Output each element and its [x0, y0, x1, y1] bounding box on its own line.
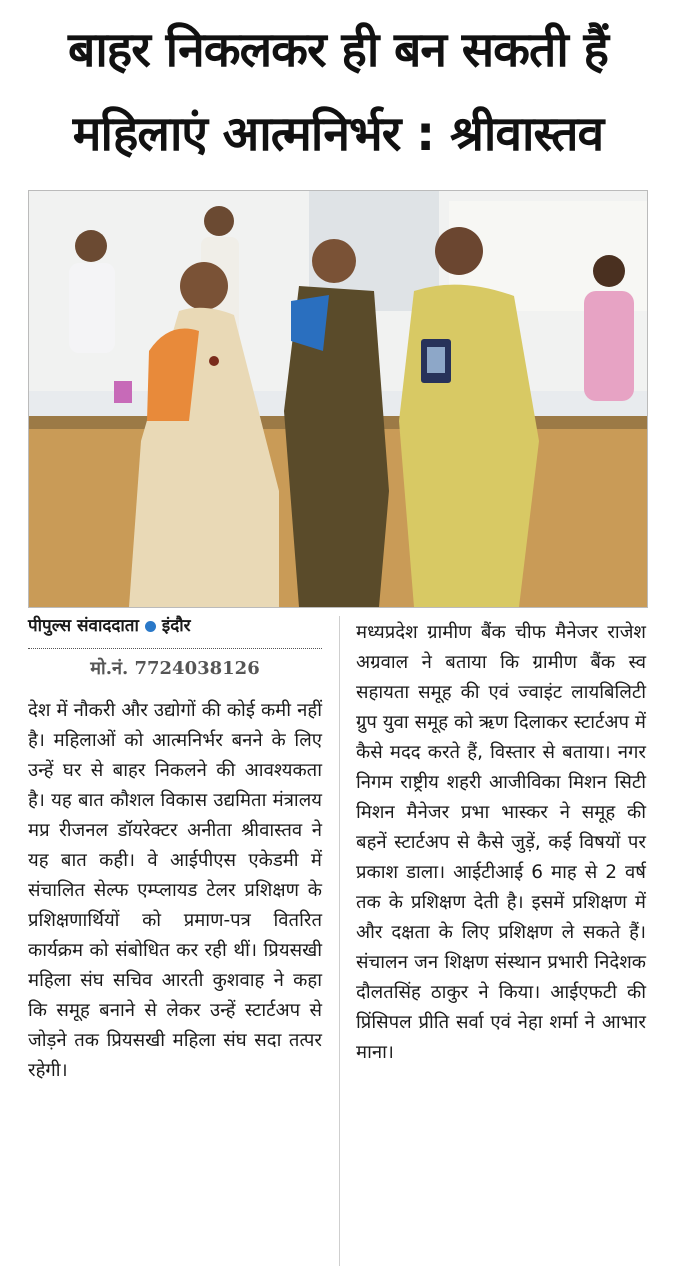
headline-line-1: बाहर निकलकर ही बन सकती हैं [67, 22, 609, 78]
bullet-dot-icon [145, 621, 156, 632]
article-column-right [356, 618, 646, 1068]
contact-number: मो.नं. 7724038126 [90, 658, 260, 679]
byline-divider [28, 648, 322, 649]
byline [28, 612, 322, 640]
article-column-left [28, 696, 322, 1086]
reporter-name: पीपुल्स संवाददाता [28, 616, 139, 636]
article-paragraph-right: मध्यप्रदेश ग्रामीण बैंक चीफ मैनेजर राजेश अग्रवाल ने बताया कि ग्रामीण बैंक स्व सहायता समूह की एवं ज्वाइंट लायबिलिटी ग्रुप युवा समूह को ऋण दिलाकर स्टार्टअप में कैसे मदद करते हैं, विस्तार से बताया। नगर निगम राष्ट्रीय शहरी आजीविका मिशन सिटी मिशन मैनेजर प्रभा भास्कर ने समूह की बहनें स्टार्टअप से कैसे जुड़ें, कई विषयों पर प्रकाश डाला। आईटीआई 6 माह से 2 वर्ष तक के प्रशिक्षण देती है। इसमें प्रशिक्षण में और दक्षता के लिए प्रशिक्षण ले सकते हैं। संचालन जन शिक्षण संस्थान प्रभारी निदेशक दौलतसिंह ठाकुर ने किया। आईएफटी की प्रिंसिपल प्रीति सर्वा एवं नेहा शर्मा ने आभार माना। [356, 622, 646, 1063]
column-divider [339, 616, 340, 1266]
article-paragraph-left: देश में नौकरी और उद्योगों की कोई कमी नहीं है। महिलाओं को आत्मनिर्भर बनने के लिए उन्हें घर से बाहर निकलने की आवश्यकता है। यह बात कौशल विकास उद्यमिता मंत्रालय मप्र रीजनल डॉयरेक्टर अनीता श्रीवास्तव ने यह बात कही। वे आईपीएस एकेडमी में संचालित सेल्फ एम्प्लायड टेलर प्रशिक्षण के प्रशिक्षणार्थियों को प्रमाण-पत्र वितरित कार्यक्रम को संबोधित कर रही थीं। प्रियसखी महिला संघ सचिव आरती कुशवाह ने कहा कि समूह बनाने से लेकर उन्हें स्टार्टअप से जोड़ने तक प्रियसखी महिला संघ सदा तत्पर रहेगी। [28, 700, 322, 1081]
dateline-city: इंदौर [161, 616, 191, 636]
headline-line-2: महिलाएं आत्मनिर्भर : श्रीवास्तव [72, 106, 604, 162]
headline [0, 8, 676, 176]
news-photo [28, 190, 648, 608]
photo-illustration [29, 191, 647, 607]
